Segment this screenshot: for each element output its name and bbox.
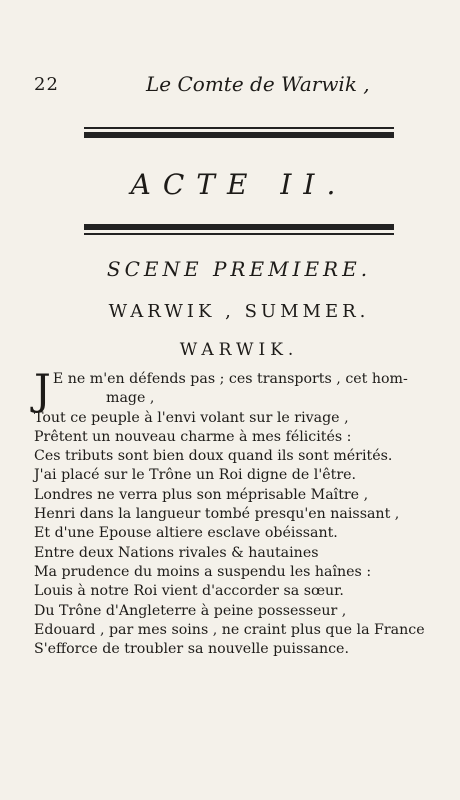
verse-line: Du Trône d'Angleterre à peine possesseur , [34,602,347,619]
verse-line: Edouard , par mes soins , ne craint plus que la France [34,621,425,638]
verse-line: Prêtent un nouveau charme à mes félicités : [34,428,352,445]
verse-line: mage , [106,390,155,407]
verse-line: Ces tributs sont bien doux quand ils sont mérités. [34,448,393,465]
page-number: 22 [34,74,59,95]
verse-line: Henri dans la langueur tombé presqu'en naissant , [34,506,400,523]
drop-cap: J [34,365,51,414]
verse-block [34,365,444,659]
verse-line: J'ai placé sur le Trône un Roi digne de l'être. [34,467,357,484]
verse-line: Ma prudence du moins a suspendu les haînes : [34,563,372,580]
speaker-name: WARWIK. [179,340,299,360]
verse-line: Londres ne verra plus son méprisable Maître , [34,486,369,503]
verse-line: E ne m'en défends pas ; ces transports , cet hom- [52,371,408,387]
character-list: WARWIK , SUMMER. [108,301,370,322]
verse-line: Tout ce peuple à l'envi volant sur le rivage , [34,409,349,426]
page-header [34,70,434,98]
verse-line: S'efforce de troubler sa nouvelle puissance. [34,641,349,658]
verse-line: Louis à notre Roi vient d'accorder sa sœur. [34,583,344,600]
scene-title: SCENE PREMIERE. [106,257,372,281]
running-title: Le Comte de Warwik , [146,72,370,96]
verse-line: Entre deux Nations rivales & hautaines [34,544,319,561]
ornamental-rule-bottom [84,224,394,235]
ornamental-rule-top [84,127,394,138]
act-title: ACTE II. [130,168,348,201]
verse-line: Et d'une Epouse altiere esclave obéissant. [34,525,338,542]
